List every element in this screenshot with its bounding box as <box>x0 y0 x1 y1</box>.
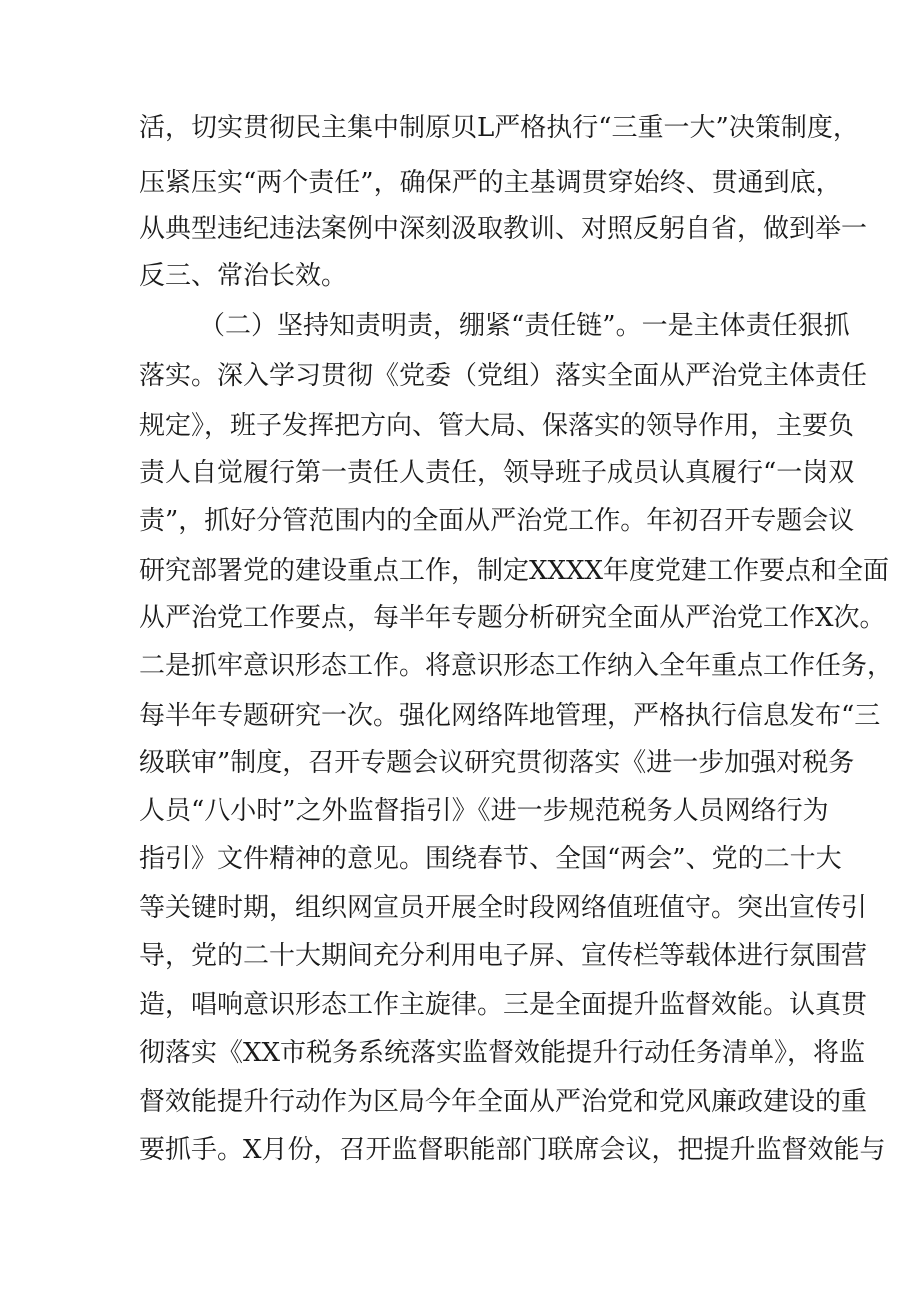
text-line: 彻落实《XX市税务系统落实监督效能提升行动任务清单》，将监 <box>139 1038 866 1068</box>
text-line: 从严治党工作要点，每半年专题分析研究全面从严治党工作X次。 <box>139 603 886 633</box>
text-line: 规定》，班子发挥把方向、管大局、保落实的领导作用，主要负 <box>139 411 855 441</box>
text-line: 反三、常治长效。 <box>139 261 348 291</box>
text-line: 责”，抓好分管范围内的全面从严治党工作。年初召开专题会议 <box>139 506 855 536</box>
text-line: 落实。深入学习贯彻《党委（党组）落实全面从严治党主体责任 <box>139 361 868 391</box>
text-line: 从典型违纪违法案例中深刻汲取教训、对照反躬自省，做到举一 <box>139 214 868 244</box>
text-line: 活，切实贯彻民主集中制原贝L严格执行“三重一大”决策制度， <box>139 113 859 143</box>
text-line: 造，唱响意识形态工作主旋律。三是全面提升监督效能。认真贯 <box>139 990 868 1020</box>
text-line: 责人自觉履行第一责任人责任，领导班子成员认真履行“一岗双 <box>139 458 855 488</box>
text-line: 指引》文件精神的意见。围绕春节、全国“两会”、党的二十大 <box>139 844 842 874</box>
text-line: 级联审”制度，召开专题会议研究贯彻落实《进一步加强对税务 <box>139 748 855 778</box>
text-line: 等关键时期，组织网宣员开展全时段网络值班值守。突出宣传引 <box>139 893 868 923</box>
text-line: 每半年专题研究一次。强化网络阵地管理，严格执行信息发布“三 <box>139 701 881 731</box>
text-line: 压紧压实“两个责任”，确保严的主基调贯穿始终、贯通到底， <box>139 168 842 198</box>
text-line: 二是抓牢意识形态工作。将意识形态工作纳入全年重点工作任务， <box>139 651 894 681</box>
text-line: 导，党的二十大期间充分利用电子屏、宣传栏等载体进行氛围营 <box>139 941 868 971</box>
text-line: 督效能提升行动作为区局今年全面从严治党和党风廉政建设的重 <box>139 1087 868 1117</box>
text-line: 研究部署党的建设重点工作，制定XXXX年度党建工作要点和全面 <box>139 556 890 586</box>
text-line: 人员“八小时”之外监督指引》《进一步规范税务人员网络行为 <box>139 796 829 826</box>
text-line: 要抓手。X月份，召开监督职能部门联席会议，把提升监督效能与 <box>139 1135 886 1165</box>
text-line: （二）坚持知责明责，绷紧“责任链”。一是主体责任狠抓 <box>199 311 850 341</box>
